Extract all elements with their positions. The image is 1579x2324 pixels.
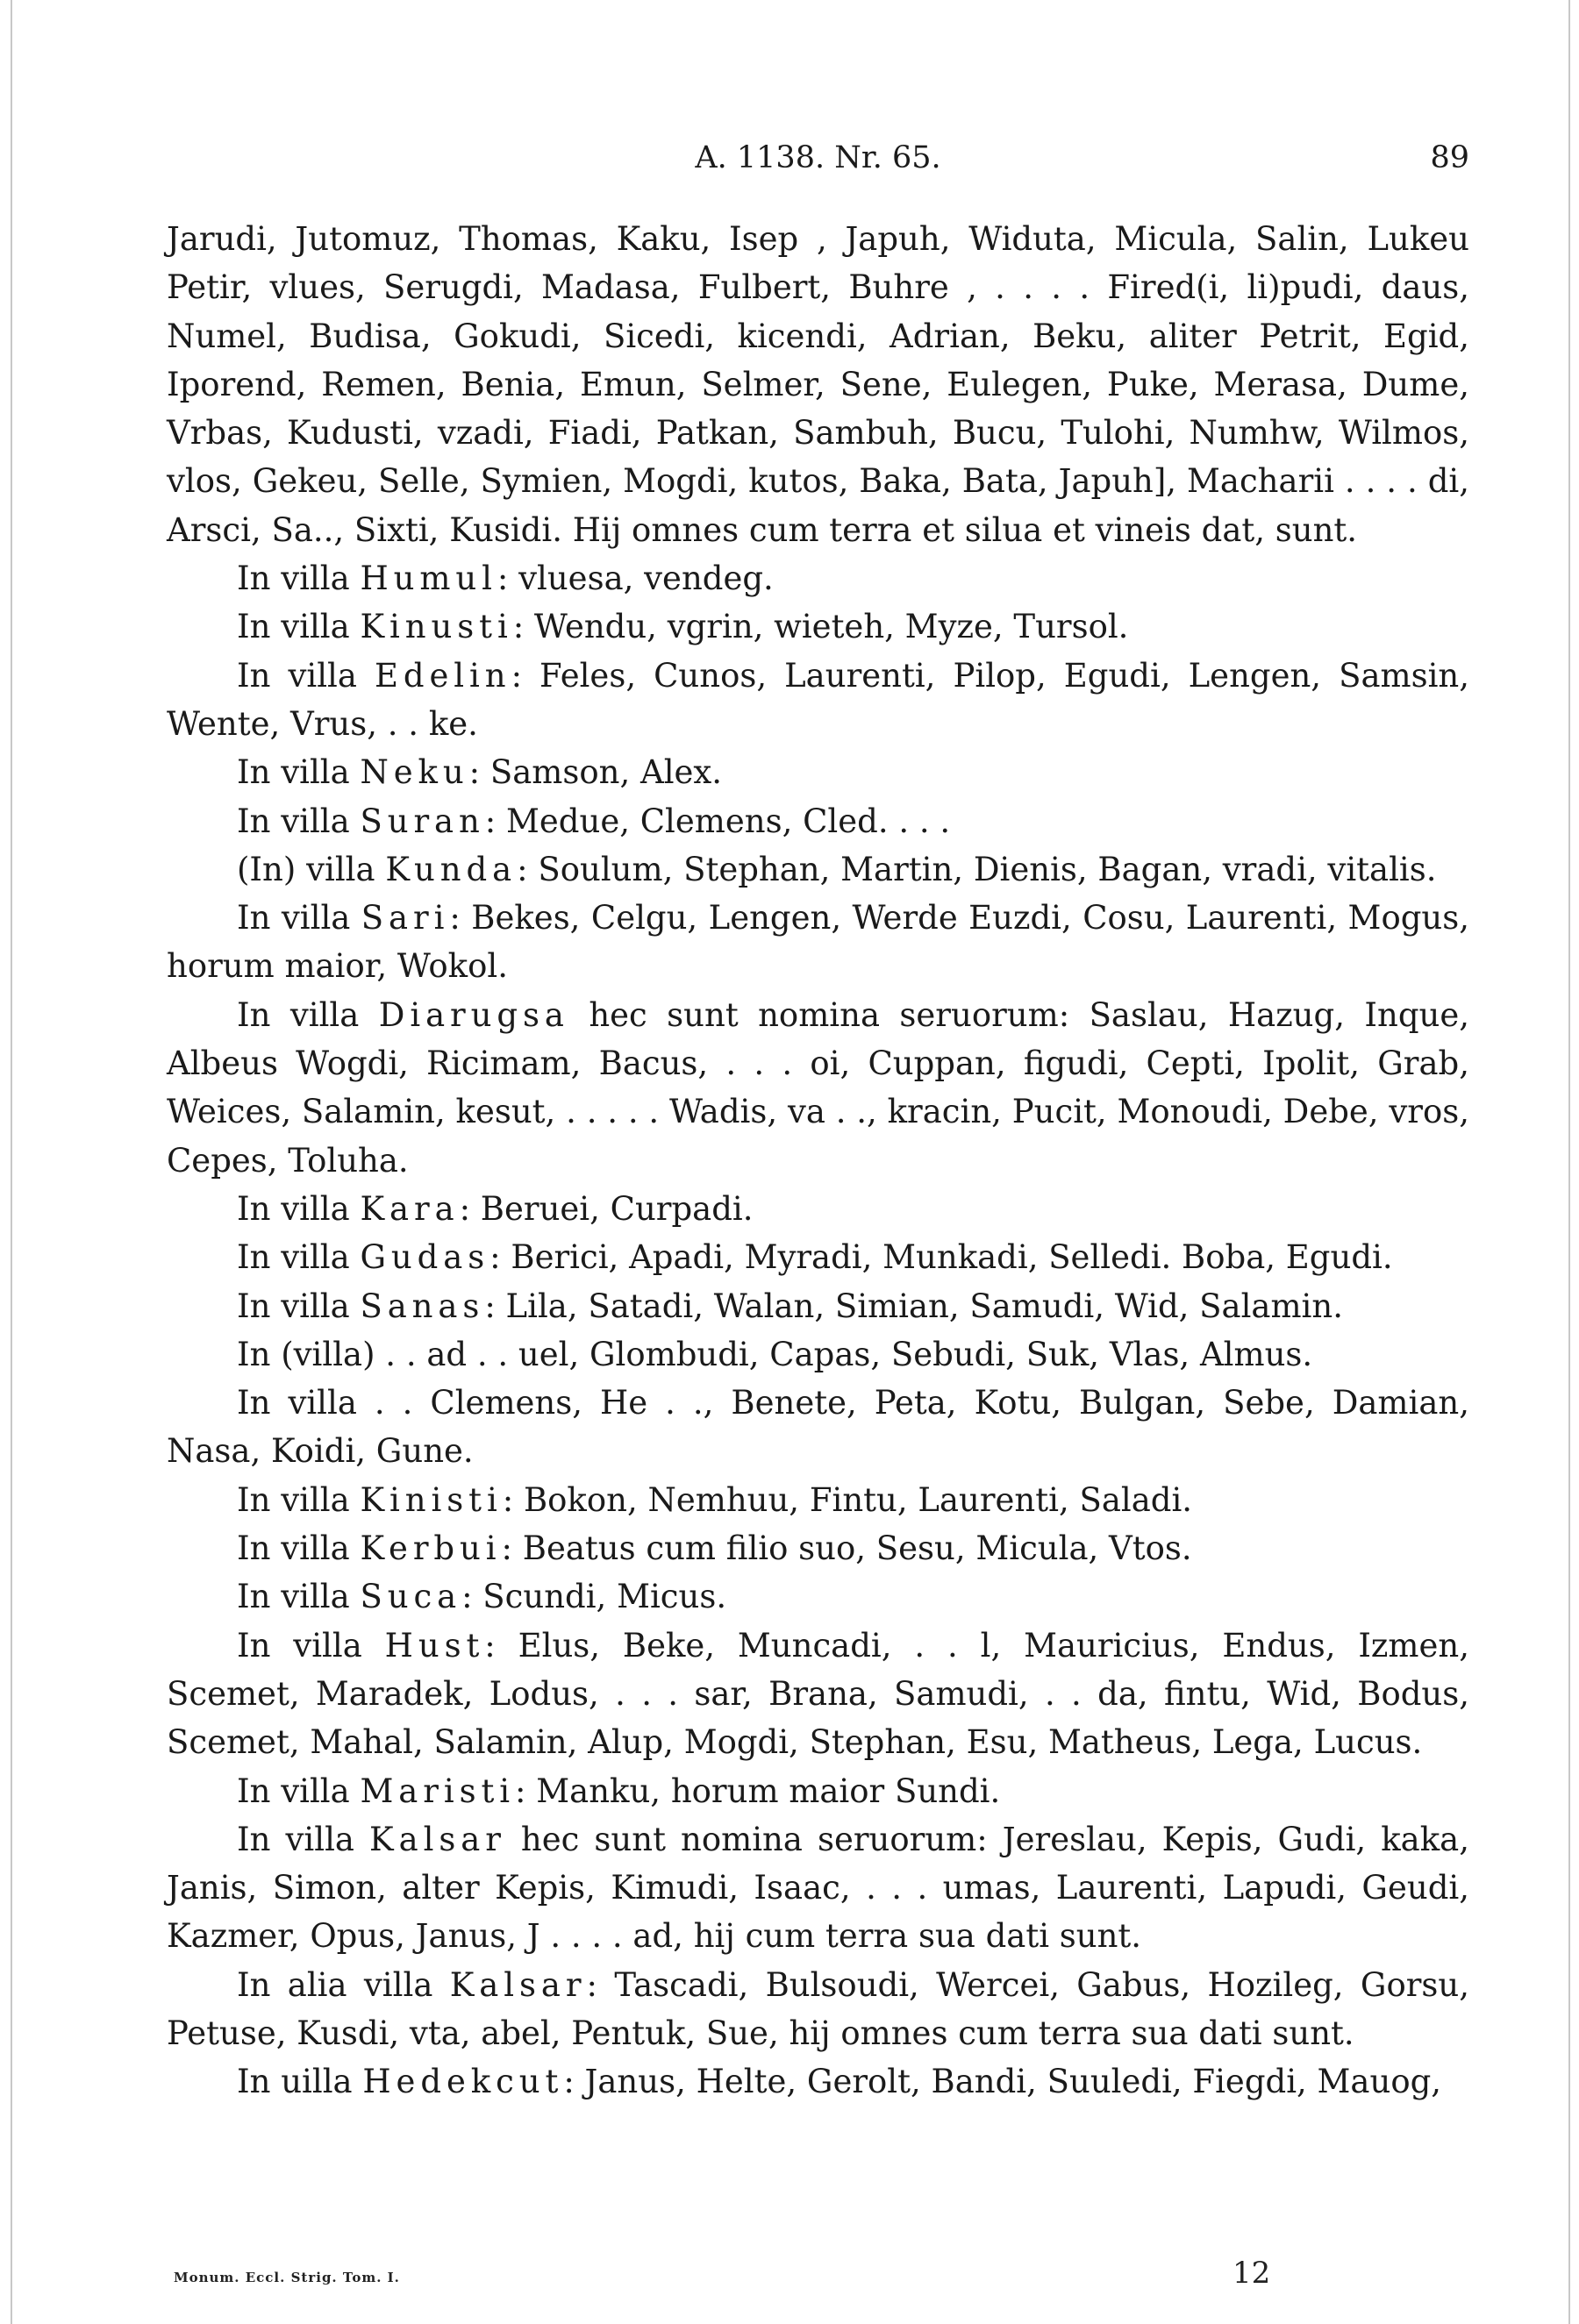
place-name: Maristi — [360, 1772, 516, 1810]
paragraph-text: In villa — [237, 1287, 361, 1325]
paragraph-text: : Soulum, Stephan, Martin, Dienis, Bagan, vradi, vitalis. — [517, 850, 1437, 888]
paragraph-text: In villa — [237, 1578, 361, 1616]
place-name: Kalsar — [369, 1820, 506, 1858]
place-name: Kunda — [385, 850, 518, 888]
paragraph-text: In villa — [237, 1626, 385, 1665]
paragraph — [167, 215, 1469, 554]
paragraph-text: : Feles, Cunos, Laurenti, Pilop, Egudi, Lengen, Samsin, Wente, Vrus, . . ke. — [167, 656, 1469, 743]
paragraph — [167, 1767, 1469, 1815]
paragraph-text: In villa — [237, 802, 361, 840]
paragraph — [167, 845, 1469, 894]
paragraph-text: : Bekes, Celgu, Lengen, Werde Euzdi, Cosu, Laurenti, Mogus, horum maior, Wokol. — [167, 899, 1469, 986]
paragraph-text: In villa — [237, 560, 361, 598]
paragraph — [167, 1330, 1469, 1379]
paragraph — [167, 1233, 1469, 1281]
paragraph-text: In villa — [237, 1238, 361, 1277]
paragraph-text: : Beruei, Curpadi. — [459, 1189, 754, 1228]
paragraph-text: In villa — [237, 1529, 361, 1568]
page-number: 89 — [1430, 140, 1469, 175]
place-name: Kinisti — [360, 1480, 503, 1519]
place-name: Suran — [360, 802, 485, 840]
paragraph — [167, 991, 1469, 1185]
place-name: Gudas — [360, 1238, 490, 1277]
paragraph — [167, 1815, 1469, 1961]
paragraph-text: In (villa) . . ad . . uel, Glombudi, Capas, Sebudi, Suk, Vlas, Almus. — [237, 1335, 1313, 1373]
footer-signature: Monum. Eccl. Strig. Tom. I. — [174, 2270, 400, 2285]
paragraph-text: : Scundi, Micus. — [461, 1578, 727, 1616]
paragraph-text: : Bokon, Nemhuu, Fintu, Laurenti, Saladi. — [502, 1480, 1193, 1519]
place-name: Kara — [360, 1189, 460, 1228]
paragraph — [167, 554, 1469, 602]
running-head — [167, 132, 1469, 184]
place-name: Hust — [384, 1626, 485, 1665]
place-name: Kinusti — [360, 608, 513, 646]
paragraph-text: hec sunt nomina seruorum: Jereslau, Kepis, Gudi, kaka, Janis, Simon, alter Kepis, Kimudi, Isaac, . . . umas, Laurenti, Lapudi, Geudi, Kazmer, Opus, Janus, J . . . . ad, hij cum terra sua dati sunt. — [167, 1820, 1469, 1956]
running-head-title: A. 1138. Nr. 65. — [695, 140, 941, 175]
paragraph-text: In villa . . Clemens, He . ., Benete, Peta, Kotu, Bulgan, Sebe, Damian, Nasa, Koidi, Gune. — [167, 1384, 1469, 1471]
paragraph-text: In villa — [237, 753, 361, 792]
paragraph — [167, 1622, 1469, 1767]
footer-sheet-number: 12 — [1232, 2256, 1271, 2291]
text-body — [167, 215, 1469, 2107]
place-name: Suca — [360, 1578, 462, 1616]
paragraph-text: : Manku, horum maior Sundi. — [515, 1772, 1001, 1810]
paragraph-text: (In) villa — [237, 850, 386, 888]
place-name: Neku — [360, 753, 469, 792]
paragraph-text: In uilla — [237, 2063, 363, 2101]
paragraph-text: In alia villa — [237, 1965, 450, 2004]
paragraph-text: In villa — [237, 995, 379, 1034]
paragraph-text: : Samson, Alex. — [468, 753, 723, 792]
place-name: Hedekcut — [362, 2063, 564, 2101]
paragraph — [167, 1572, 1469, 1621]
paragraph-text: : Wendu, vgrin, wieteh, Myze, Tursol. — [512, 608, 1129, 646]
paragraph — [167, 1185, 1469, 1233]
paragraph-text: : Berici, Apadi, Myradi, Munkadi, Selledi. Boba, Egudi. — [489, 1238, 1393, 1277]
paragraph-text: : Tascadi, Bulsoudi, Wercei, Gabus, Hozileg, Gorsu, Petuse, Kusdi, vta, abel, Pentuk, Sue, hij omnes cum terra sua dati sunt. — [167, 1965, 1469, 2052]
paragraph — [167, 602, 1469, 651]
paragraph-text: In villa — [237, 899, 361, 937]
paragraph-text: : Lila, Satadi, Walan, Simian, Samudi, Wid, Salamin. — [484, 1287, 1343, 1325]
place-name: Diarugsa — [378, 995, 569, 1034]
paragraph-text: : Janus, Helte, Gerolt, Bandi, Suuledi, Fiegdi, Mauog, — [563, 2063, 1442, 2101]
paragraph-text: : vluesa, vendeg. — [497, 560, 774, 598]
paragraph — [167, 1961, 1469, 2058]
paragraph-text: : Elus, Beke, Muncadi, . . l, Mauricius, Endus, Izmen, Scemet, Maradek, Lodus, . . . sar, Brana, Samudi, . . da, fintu, Wid, Bodus, Scemet, Mahal, Salamin, Alup, Mogdi, Stephan, Esu, Matheus, Lega, Lucus. — [167, 1626, 1470, 1762]
paragraph-text: In villa — [237, 656, 375, 695]
paragraph — [167, 797, 1469, 845]
paragraph — [167, 1476, 1469, 1524]
paragraph-text: : Medue, Clemens, Cled. . . . — [484, 802, 951, 840]
place-name: Kalsar — [449, 1965, 587, 2004]
place-name: Edelin — [374, 656, 511, 695]
paragraph — [167, 1282, 1469, 1330]
scan-edge-left — [11, 0, 12, 2324]
paragraph — [167, 1524, 1469, 1572]
paragraph-text: In villa — [237, 1772, 361, 1810]
place-name: Kerbui — [360, 1529, 502, 1568]
paragraph-text: In villa — [237, 1189, 361, 1228]
paragraph — [167, 2057, 1469, 2106]
place-name: Sanas — [360, 1287, 485, 1325]
paragraph — [167, 748, 1469, 796]
scan-edge-right — [1568, 0, 1570, 2324]
paragraph-text: Jarudi, Jutomuz, Thomas, Kaku, Isep , Japuh, Widuta, Micula, Salin, Lukeu Petir, vlues, Serugdi, Madasa, Fulbert, Buhre , . . . . Fired(i, li)pudi, daus, Numel, Budisa, Gokudi, Sicedi, kicendi, Adrian, Beku, aliter Petrit, Egid, Iporend, Remen, Benia, Emun, Selmer, Sene, Eulegen, Puke, Merasa, Dume, Vrbas, Kudusti, vzadi, Fiadi, Patkan, Sambuh, Bucu, Tulohi, Numhw, Wilmos, vlos, Gekeu, Selle, Symien, Mogdi, kutos, Baka, Bata, Japuh], Macharii . . . . di, Arsci, Sa.., Sixti, Kusidi. Hij omnes cum terra et silua et vineis dat, sunt. — [167, 220, 1469, 549]
paragraph — [167, 1379, 1469, 1476]
paragraph-text: In villa — [237, 608, 361, 646]
paragraph-text: hec sunt nomina seruorum: Saslau, Hazug, Inque, Albeus Wogdi, Ricimam, Bacus, . . . oi, Cuppan, figudi, Cepti, Ipolit, Grab, Weices, Salamin, kesut, . . . . . Wadis, va . ., kracin, Pucit, Monoudi, Debe, vros, Cepes, Toluha. — [167, 995, 1469, 1180]
paragraph — [167, 652, 1469, 749]
place-name: Sari — [361, 899, 450, 937]
paragraph-text: In villa — [237, 1480, 361, 1519]
paragraph — [167, 894, 1469, 991]
paragraph-text: : Beatus cum filio suo, Sesu, Micula, Vtos. — [501, 1529, 1192, 1568]
place-name: Humul — [360, 560, 497, 598]
paragraph-text: In villa — [237, 1820, 370, 1858]
